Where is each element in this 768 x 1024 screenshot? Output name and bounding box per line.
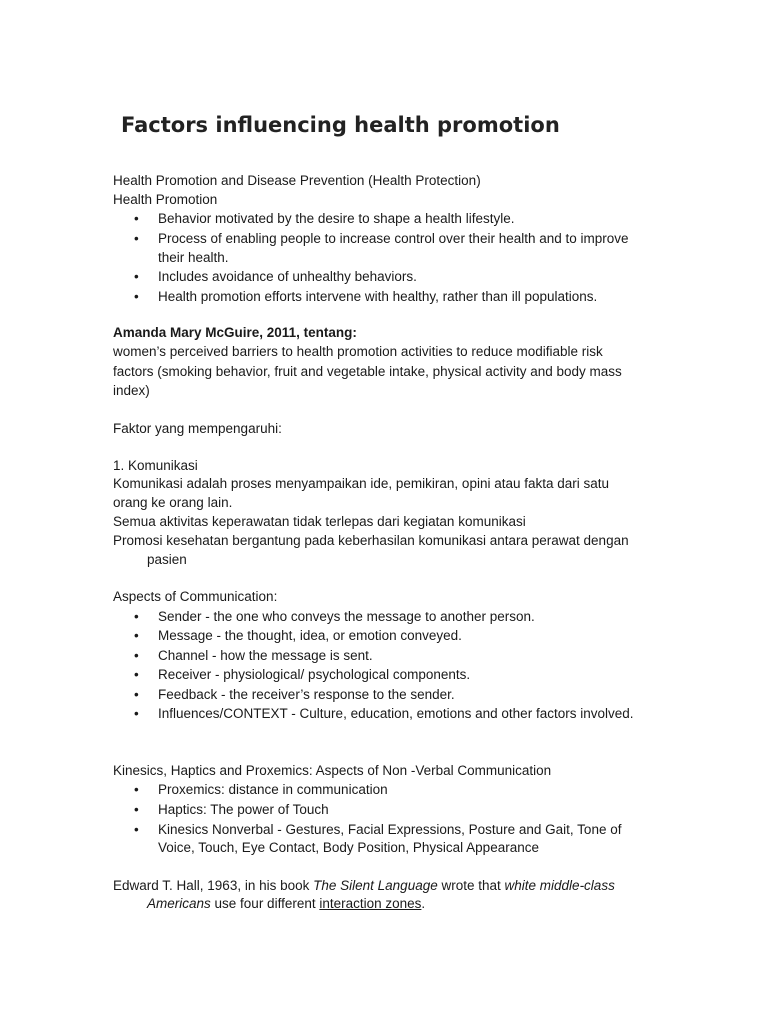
faktor-heading: Faktor yang mempengaruhi: <box>113 421 282 436</box>
aspects-bullet-6: Influences/CONTEXT - Culture, education, emotions and other factors involved. <box>158 706 634 721</box>
bullet-marker: • <box>134 822 139 837</box>
bullet-marker: • <box>134 609 139 624</box>
mcguire-line-2: factors (smoking behavior, fruit and vegetable intake, physical activity and body mass <box>113 364 622 379</box>
bullet-marker: • <box>134 269 139 284</box>
intro-line-2: Health Promotion <box>113 192 218 207</box>
hall-text: . <box>421 896 426 911</box>
bullet-marker: • <box>134 802 139 817</box>
bullet-marker: • <box>134 231 139 246</box>
interaction-zones-term: interaction zones <box>319 896 422 911</box>
bullet-marker: • <box>134 648 139 663</box>
aspects-bullet-1: Sender - the one who conveys the message to another person. <box>158 609 535 624</box>
bullet-marker: • <box>134 289 139 304</box>
faktor-line-5: pasien <box>147 552 187 567</box>
mcguire-heading: Amanda Mary McGuire, 2011, tentang: <box>113 325 357 340</box>
hall-italic-text: Americans <box>147 896 211 911</box>
nonverbal-bullet-3: Kinesics Nonverbal - Gestures, Facial Expressions, Posture and Gait, Tone of <box>158 822 622 837</box>
faktor-line-1: Komunikasi adalah proses menyampaikan ide, pemikiran, opini atau fakta dari satu <box>113 476 610 491</box>
aspects-bullet-3: Channel - how the message is sent. <box>158 648 373 663</box>
hall-line-1 <box>113 876 615 895</box>
mcguire-line-1: women’s perceived barriers to health promotion activities to reduce modifiable risk <box>113 344 603 359</box>
nonverbal-bullet-2: Haptics: The power of Touch <box>158 802 329 817</box>
bullet-marker: • <box>134 667 139 682</box>
hall-line-2 <box>147 894 425 913</box>
aspects-bullet-5: Feedback - the receiver’s response to the sender. <box>158 687 455 702</box>
bullet-marker: • <box>134 706 139 721</box>
faktor-line-2: orang ke orang lain. <box>113 495 233 510</box>
intro-bullet-2-cont: their health. <box>158 250 229 265</box>
intro-bullet-1: Behavior motivated by the desire to shape a health lifestyle. <box>158 211 515 226</box>
nonverbal-bullet-1: Proxemics: distance in communication <box>158 782 388 797</box>
intro-bullet-2: Process of enabling people to increase control over their health and to improve <box>158 231 629 246</box>
hall-book-title: The Silent Language <box>313 878 438 893</box>
intro-line-1: Health Promotion and Disease Prevention (Health Protection) <box>113 173 481 188</box>
faktor-line-4: Promosi kesehatan bergantung pada keberhasilan komunikasi antara perawat dengan <box>113 533 629 548</box>
hall-text: use four different <box>210 896 320 911</box>
intro-bullet-3: Includes avoidance of unhealthy behaviors. <box>158 269 417 284</box>
hall-text: wrote that <box>437 878 505 893</box>
bullet-marker: • <box>134 782 139 797</box>
bullet-marker: • <box>134 628 139 643</box>
bullet-marker: • <box>134 687 139 702</box>
mcguire-line-3: index) <box>113 383 150 398</box>
faktor-line-3: Semua aktivitas keperawatan tidak terlepas dari kegiatan komunikasi <box>113 514 526 529</box>
intro-bullet-4: Health promotion efforts intervene with healthy, rather than ill populations. <box>158 289 598 304</box>
hall-text: Edward T. Hall, 1963, in his book <box>113 878 314 893</box>
bullet-marker: • <box>134 211 139 226</box>
faktor-item-1: 1. Komunikasi <box>113 458 198 473</box>
hall-italic-text: white middle-class <box>504 878 615 893</box>
aspects-bullet-4: Receiver - physiological/ psychological components. <box>158 667 471 682</box>
aspects-heading: Aspects of Communication: <box>113 589 278 604</box>
nonverbal-bullet-3-cont: Voice, Touch, Eye Contact, Body Position, Physical Appearance <box>158 840 539 855</box>
document-title: Factors influencing health promotion <box>121 113 560 137</box>
nonverbal-heading: Kinesics, Haptics and Proxemics: Aspects of Non -Verbal Communication <box>113 763 552 778</box>
aspects-bullet-2: Message - the thought, idea, or emotion conveyed. <box>158 628 462 643</box>
